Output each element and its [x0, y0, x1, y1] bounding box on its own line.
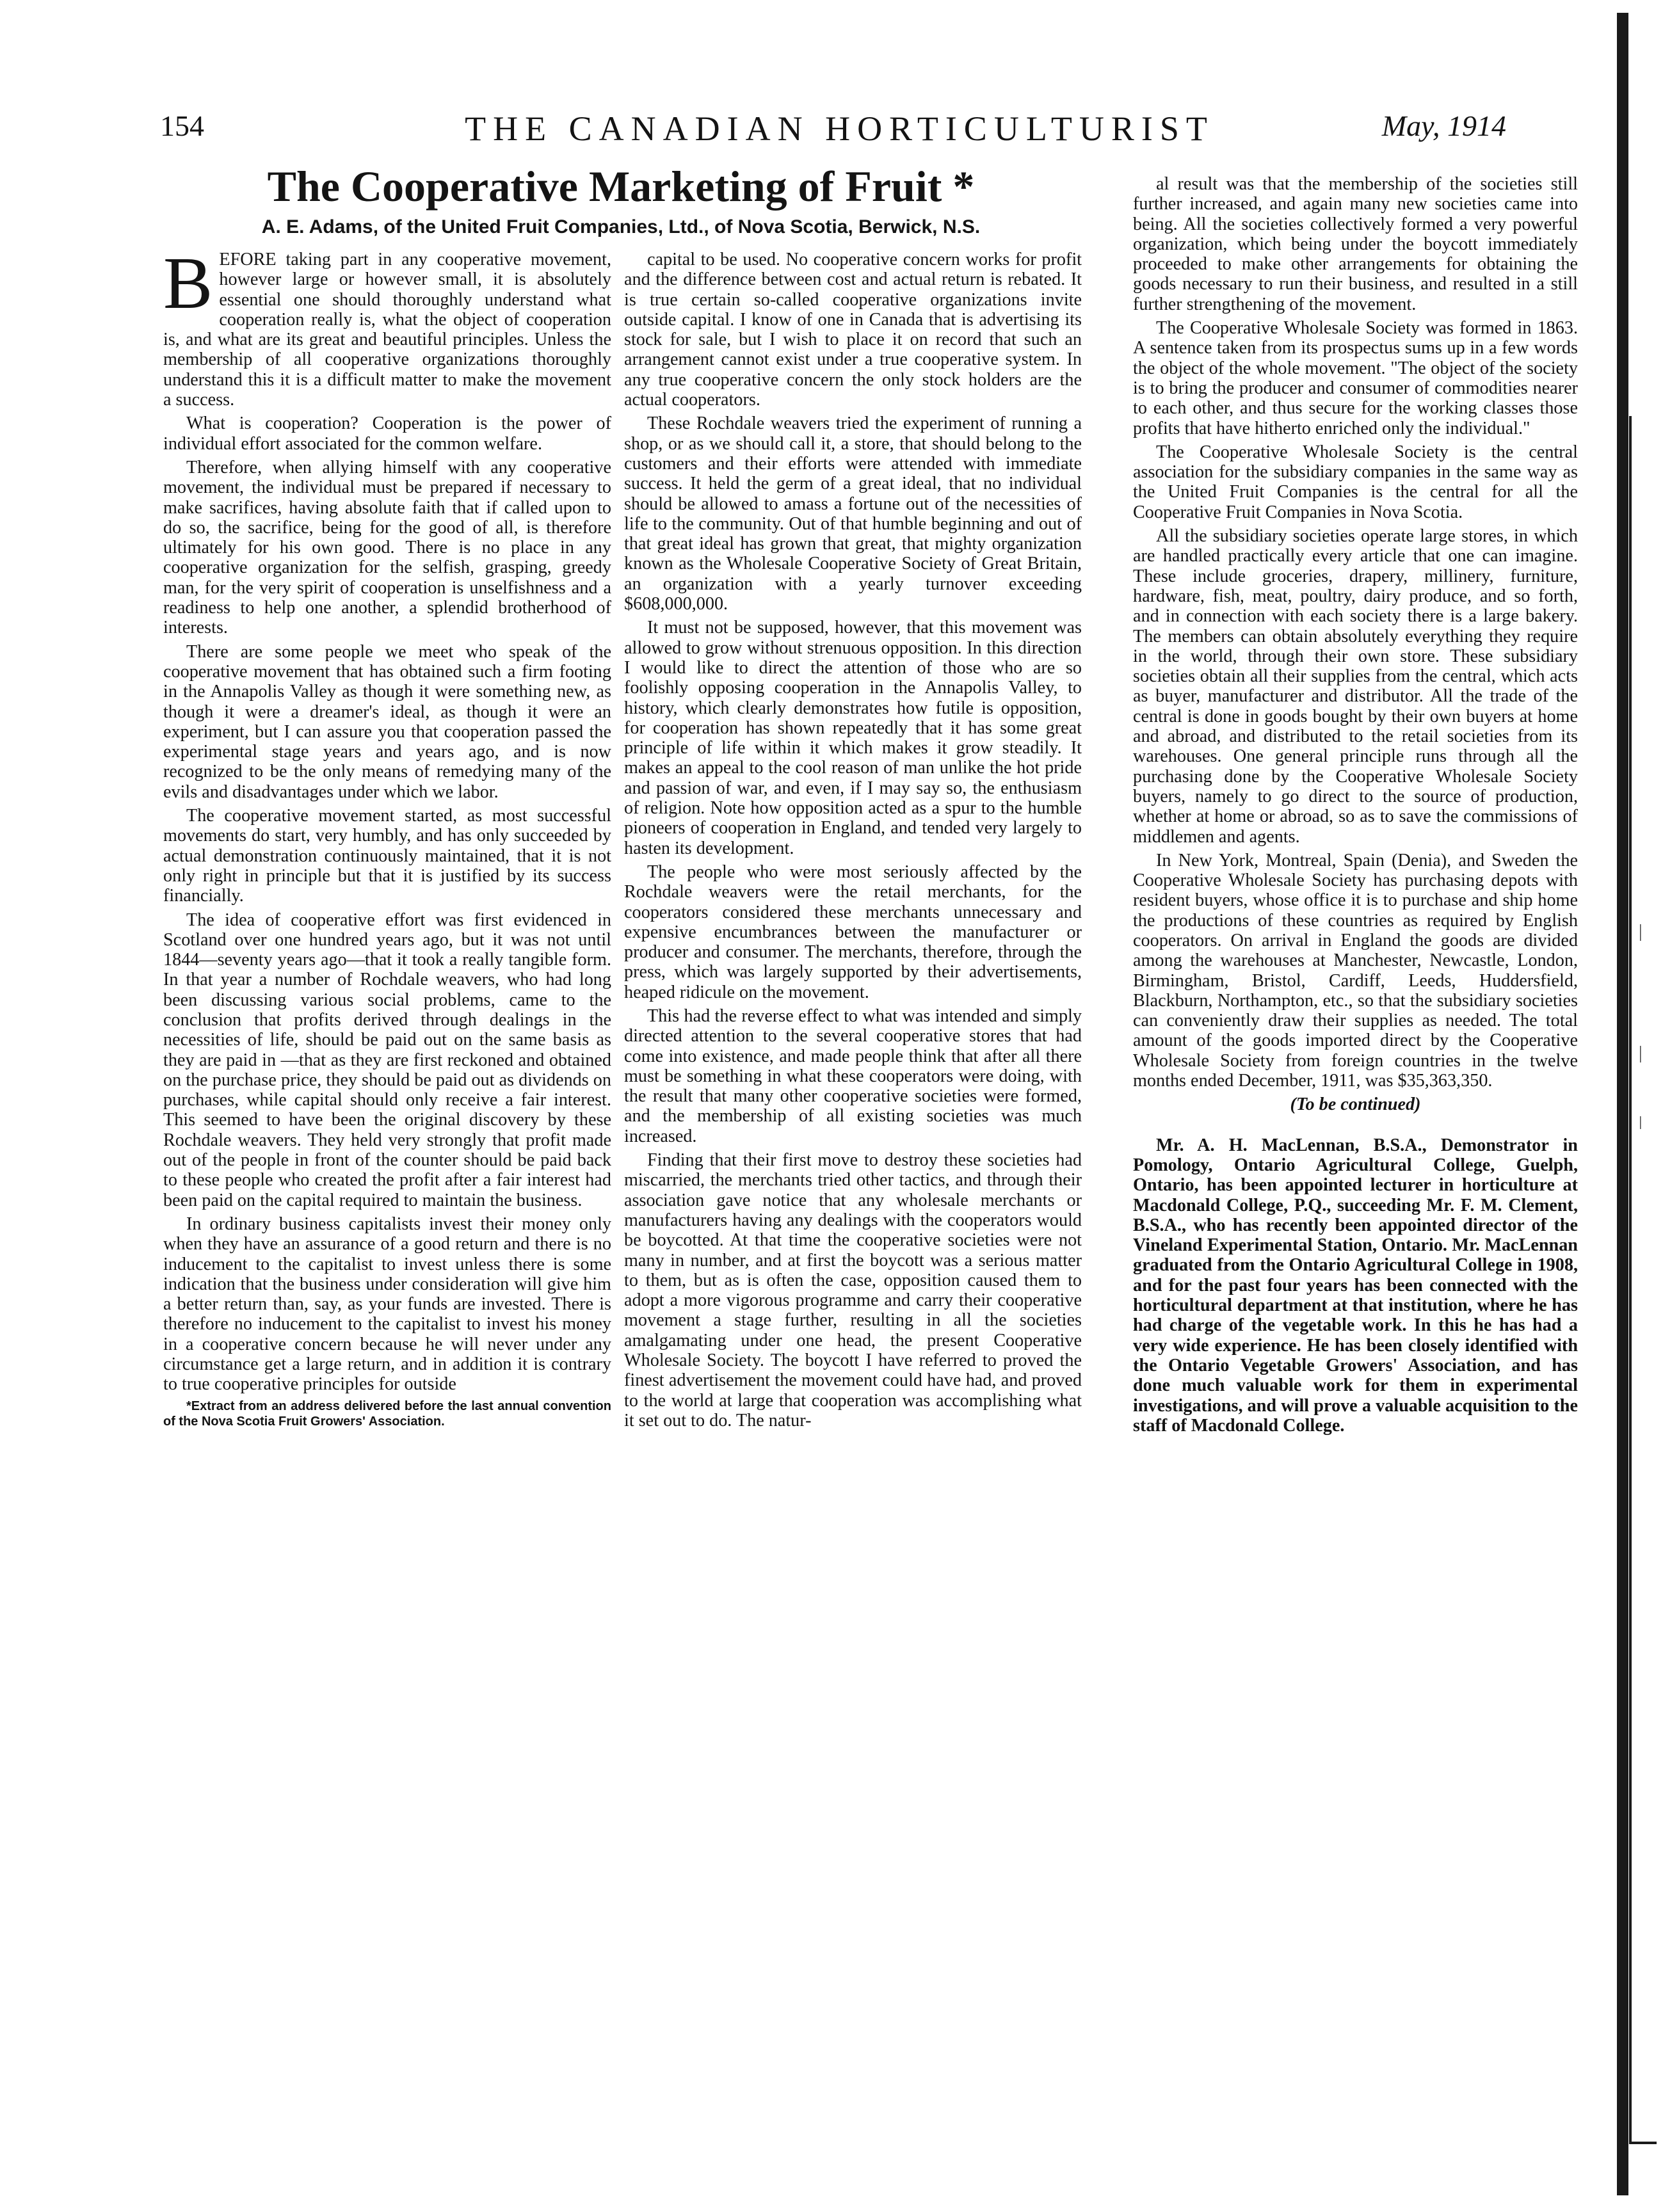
paragraph: The Cooperative Wholesale Society was formed in 1863. A sentence taken from its prospectus sums up in a few words the object of the whole movement. "The object of the society is to bring the producer and consumer of commodities nearer to each other, and thus secure for the working classes those profits that have hitherto enriched only the individual."	[1133, 318, 1578, 438]
news-item: Mr. A. H. MacLennan, B.S.A., Demonstrator in Pomology, Ontario Agricultural College, Guelph, Ontario, has been appointed lecturer in horticulture at Macdonald College, P.Q., succeeding Mr. F. M. Clement, B.S.A., who has recently been appointed director of the Vineland Experimental Station, Ontario. Mr. MacLennan graduated from the Ontario Agricultural College in 1908, and for the past four years has been connected with the horticultural department at that institution, where he has had charge of the vegetable work. In this he has had a very wide experience. He has been closely identified with the Ontario Vegetable Growers' Association, and has done much valuable work for them in experimental investigations, and will prove a valuable acquisition to the staff of Macdonald College.	[1133, 1135, 1578, 1436]
paragraph: These Rochdale weavers tried the experiment of running a shop, or as we should call it, a store, that should belong to the customers and their efforts were attended with immediate success. It held the germ of a great ideal, that no individual should be allowed to amass a fortune out of the necessities of life to the community. Out of that humble beginning and out of that great ideal has grown that great, that mighty organization known as the Wholesale Cooperative Society of Great Britain, an organization with a yearly turnover exceeding $608,000,000.	[624, 413, 1082, 614]
paragraph: Finding that their first move to destroy these societies had miscarried, the merchants tried other tactics, and through their association gave notice that any wholesale merchants or manufacturers having any dealings with the cooperators would be boycotted. At that time the cooperative societies were not many in number, and at first the boycott was a serious matter to them, but as is often the case, opposition caused them to adopt a more vigorous programme and carry their cooperative movement a stage further, resulting in all the societies amalgamating under one head, the present Cooperative Wholesale Society. The boycott I have referred to proved the finest advertisement the movement could have had, and proved to the world at large that cooperation was accomplishing what it set out to do. The natur-	[624, 1150, 1082, 1431]
paragraph: al result was that the membership of the societies still further increased, and again many new societies came into being. All the societies collectively formed a very powerful organization, which being under the boycott immediately proceeded to make other arrangements for obtaining the goods necessary to run their business, and resulted in a still further strengthening of the movement.	[1133, 174, 1578, 314]
paragraph: The Cooperative Wholesale Society is the central association for the subsidiary companies in the same way as the United Fruit Companies is the central for all the Cooperative Fruit Companies in Nova Scotia.	[1133, 442, 1578, 522]
column-3	[1133, 174, 1578, 1439]
paragraph-text: EFORE taking part in any cooperative movement, however large or however small, it is absolutely essential one should thoroughly understand what cooperation really is, what the object of cooperation is, and what are its great and beautiful principles. Unless the membership of all cooperative organizations thoroughly understand this it is a difficult matter to make the movement a success.	[163, 250, 611, 410]
paragraph: This had the reverse effect to what was intended and simply directed attention to the several cooperative stores that had come into existence, and made people think that after all there must be something in what these cooperators were doing, with the result that many other cooperative societies were formed, and the membership of all existing societies was much increased.	[624, 1006, 1082, 1146]
edge-mark: |	[1639, 922, 1643, 942]
edge-mark: ǀ	[1639, 1114, 1643, 1134]
column-1	[163, 243, 611, 1433]
drop-cap: B	[163, 243, 213, 325]
paragraph: The cooperative movement started, as most successful movements do start, very humbly, and has only succeeded by actual demonstration continuously maintained, that it is not only right in principle but that it is justified by its success financially.	[163, 806, 611, 906]
journal-title: THE CANADIAN HORTICULTURIST	[465, 109, 1214, 148]
issue-date: May, 1914	[1381, 109, 1506, 142]
paragraph: The people who were most seriously affected by the Rochdale weavers were the retail merchants, for the cooperators considered these merchants unnecessary and expensive encumbrances between the manufacturer or producer and consumer. The merchants, therefore, through the press, which was largely supported by their advertisements, heaped ridicule on the movement.	[624, 862, 1082, 1002]
edge-mark: |	[1639, 1043, 1643, 1063]
paragraph: The idea of cooperative effort was first evidenced in Scotland over one hundred years ago, but it was not until 1844—seventy years ago—that it took a really tangible form. In that year a number of Rochdale weavers, who had long been discussing various social problems, came to the conclusion that profits derived through dealings in the necessities of life, should be paid out on the same basis as they are paid in —that as they are first reckoned and obtained on the purchase price, they should be paid out as dividends on purchases, while capital should only receive a fair interest. This seemed to have been the original discovery by these Rochdale weavers. They held very strongly that profit made out of the people in front of the counter should be paid back to these people who created the profit after a fair interest had been paid on the capital required to maintain the business.	[163, 910, 611, 1210]
margin-rule	[1629, 416, 1632, 2144]
running-head	[0, 109, 1679, 160]
margin-rule-foot	[1631, 2142, 1657, 2144]
page-number: 154	[160, 109, 204, 142]
column-2	[624, 250, 1082, 1434]
paragraph: It must not be supposed, however, that this movement was allowed to grow without strenuous opposition. In this direction I would like to direct the attention of those who are so foolishly opposing cooperation in the Annapolis Valley, to history, which clearly demonstrates how futile is opposition, for cooperation has shown repeatedly that it has some great principle of life within it which makes it grow steadily. It makes an appeal to the cool reason of man unlike the hot pride and passion of war, and even, if I may say so, the enthusiasm of religion. Note how opposition acted as a spur to the humble pioneers of cooperation in England, and tended very largely to hasten its development.	[624, 618, 1082, 858]
paragraph: In New York, Montreal, Spain (Denia), and Sweden the Cooperative Wholesale Society has purchasing depots with resident buyers, whose office it is to purchase and ship home the productions of these countries as required by English cooperators. On arrival in England the goods are divided among the warehouses at Manchester, Newcastle, London, Birmingham, Bristol, Cardiff, Leeds, Huddersfield, Blackburn, Northampton, etc., so that the subsidiary societies can conveniently draw their supplies as needed. The total amount of the goods imported direct by the Cooperative Wholesale Society from foreign countries in the twelve months ended December, 1911, was $35,363,350.	[1133, 850, 1578, 1091]
continued-note: (To be continued)	[1290, 1094, 1421, 1115]
article-byline: A. E. Adams, of the United Fruit Companies, Ltd., of Nova Scotia, Berwick, N.S.	[261, 216, 981, 237]
paragraph: All the subsidiary societies operate large stores, in which are handled practically every article that one can imagine. These include groceries, drapery, millinery, furniture, hardware, fish, meat, poultry, dairy produce, and so forth, and in connection with each society there is a large bakery. The members can obtain absolutely everything they require in the world, through their own store. These subsidiary societies obtain all their supplies from the central, which acts as buyer, manufacturer and distributor. All the trade of the central is done in goods bought by their own buyers at home and abroad, and distributed to the retail societies from its warehouses. One general principle runs through all the purchasing done by the Cooperative Wholesale Society buyers, namely to go direct to the source of production, whether at home or abroad, so as to save the commissions of middlemen and agents.	[1133, 526, 1578, 847]
article-title: The Cooperative Marketing of Fruit *	[267, 162, 975, 211]
footnote: *Extract from an address delivered before the last annual convention of the Nova Scotia Fruit Growers' Association.	[163, 1399, 611, 1429]
paragraph: Therefore, when allying himself with any cooperative movement, the individual must be prepared if necessary to make sacrifices, having absolute faith that if called upon to do so, the sacrifice, being for the good of all, is therefore ultimately for his own good. There is no place in any cooperative organization for the selfish, grasping, greedy man, for the very spirit of cooperation is unselfishness and a readiness to help one another, a splendid brotherhood of interests.	[163, 457, 611, 638]
paragraph: capital to be used. No cooperative concern works for profit and the difference between cost and actual return is rebated. It is true certain so-called cooperative organizations invite outside capital. I know of one in Canada that is advertising its stock for sale, but I wish to place it on record that such an arrangement cannot exist under a true cooperative system. In any true cooperative concern the only stock holders are the actual cooperators.	[624, 250, 1082, 410]
page-edge-rule	[1617, 13, 1628, 2195]
paragraph: What is cooperation? Cooperation is the power of individual effort associated for the common welfare.	[163, 413, 611, 454]
paragraph	[163, 243, 611, 410]
paragraph: There are some people we meet who speak of the cooperative movement that has obtained such a firm footing in the Annapolis Valley as though it were something new, as though it were a dreamer's ideal, as though it were an experiment, but I can assure you that cooperation passed the experimental stage years and years ago, and is now recognized to be the only means of remedying many of the evils and disadvantages under which we labor.	[163, 641, 611, 802]
paragraph: In ordinary business capitalists invest their money only when they have an assurance of a good return and there is no inducement to the capitalist to invest unless there is some indication that the business under consideration will give him a better return than, say, as your funds are invested. There is therefore no inducement to the capitalist to invest his money in a cooperative concern because he will never under any circumstance get a large return, and in addition it is contrary to true cooperative principles for outside	[163, 1214, 611, 1395]
